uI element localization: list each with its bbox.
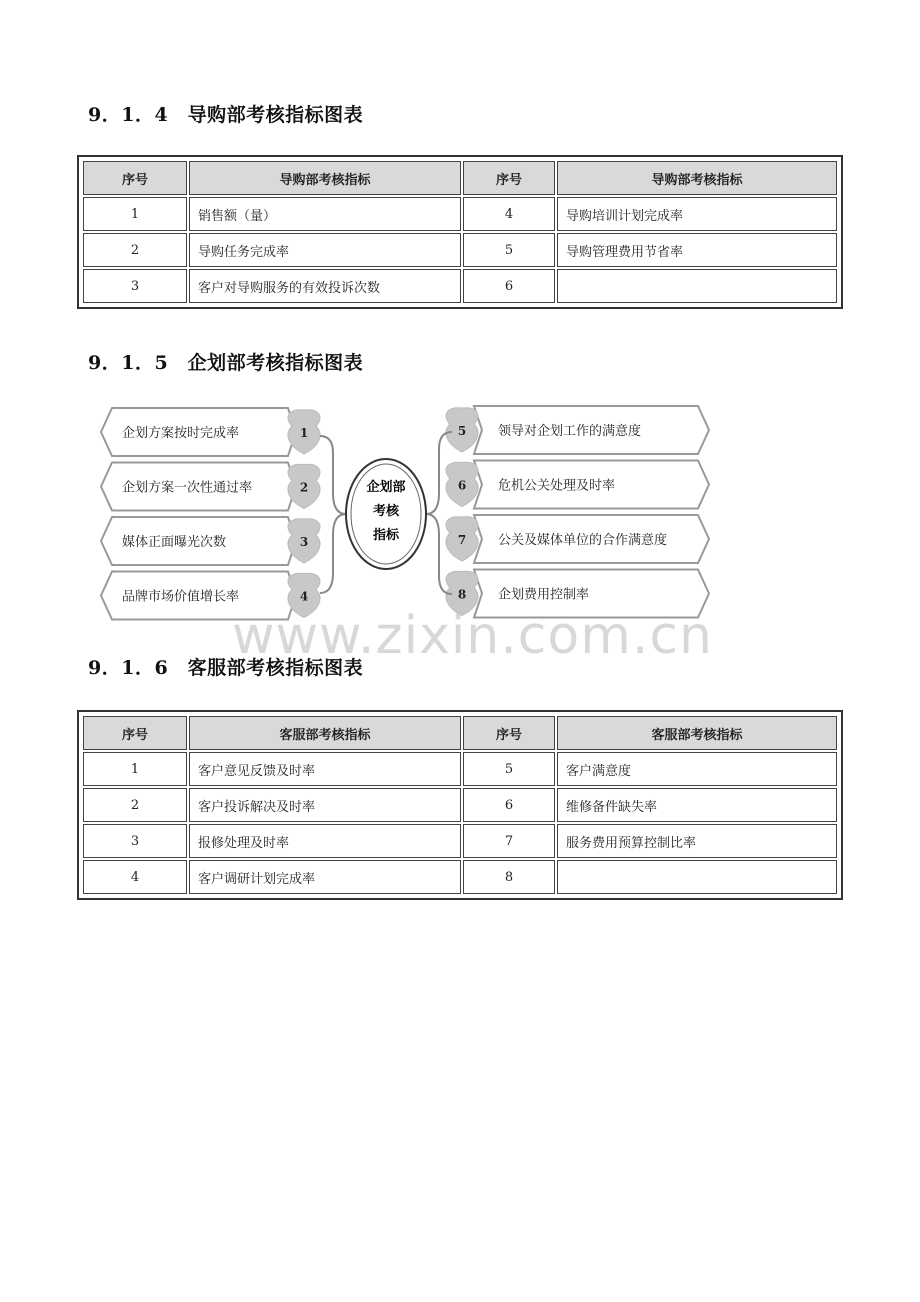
right-kpi-item xyxy=(446,515,709,563)
left-kpi-number: 2 xyxy=(299,480,309,495)
cell-seq: 6 xyxy=(463,269,555,303)
right-kpi-number: 7 xyxy=(457,533,467,547)
table-row xyxy=(83,824,837,858)
left-kpi-number: 1 xyxy=(299,426,309,440)
cell-kpi: 客户调研计划完成率 xyxy=(189,860,461,894)
left-kpi-item xyxy=(101,463,320,511)
table-row xyxy=(83,752,837,786)
cell-seq: 5 xyxy=(463,752,555,786)
header-seq: 序号 xyxy=(83,716,187,750)
cell-seq: 3 xyxy=(83,269,187,303)
cell-seq: 2 xyxy=(83,233,187,267)
table-row xyxy=(83,860,837,894)
cell-seq: 1 xyxy=(83,197,187,231)
cell-kpi: 销售额（量） xyxy=(189,197,461,231)
center-line-1: 企划部 xyxy=(366,480,406,495)
table-row xyxy=(83,233,837,267)
cell-kpi: 服务费用预算控制比率 xyxy=(557,824,837,858)
daogou-kpi-table xyxy=(77,155,843,309)
header-seq: 序号 xyxy=(463,716,555,750)
section-title-kefu: 9．1．6 客服部考核指标图表 xyxy=(88,657,364,679)
header-seq: 序号 xyxy=(463,161,555,195)
cell-kpi: 导购任务完成率 xyxy=(189,233,461,267)
left-brace xyxy=(320,436,346,593)
cell-seq: 7 xyxy=(463,824,555,858)
right-kpi-number: 5 xyxy=(457,424,467,438)
cell-seq: 4 xyxy=(463,197,555,231)
left-kpi-label: 媒体正面曝光次数 xyxy=(122,535,227,550)
cell-kpi: 报修处理及时率 xyxy=(189,824,461,858)
header-kpi: 客服部考核指标 xyxy=(557,716,837,750)
cell-seq: 1 xyxy=(83,752,187,786)
cell-seq: 8 xyxy=(463,860,555,894)
cell-seq: 3 xyxy=(83,824,187,858)
cell-kpi: 客户意见反馈及时率 xyxy=(189,752,461,786)
left-kpi-item xyxy=(101,517,320,565)
center-line-2: 考核 xyxy=(372,504,400,519)
right-kpi-number: 8 xyxy=(457,587,467,602)
right-kpi-label: 危机公关处理及时率 xyxy=(498,478,616,494)
left-kpi-number: 4 xyxy=(299,589,309,604)
table-row xyxy=(83,788,837,822)
right-kpi-item xyxy=(446,406,709,454)
cell-kpi: 维修备件缺失率 xyxy=(557,788,837,822)
right-kpi-label: 企划费用控制率 xyxy=(498,587,590,603)
table-row xyxy=(83,197,837,231)
header-seq: 序号 xyxy=(83,161,187,195)
left-kpi-label: 品牌市场价值增长率 xyxy=(122,589,240,605)
cell-seq: 4 xyxy=(83,860,187,894)
cell-kpi: 导购培训计划完成率 xyxy=(557,197,837,231)
left-kpi-item xyxy=(101,408,320,456)
center-oval xyxy=(346,459,426,569)
right-kpi-label: 公关及媒体单位的合作满意度 xyxy=(498,533,668,548)
cell-seq: 2 xyxy=(83,788,187,822)
cell-kpi xyxy=(557,860,837,894)
cell-seq: 6 xyxy=(463,788,555,822)
table-header-row xyxy=(83,161,837,195)
header-kpi: 导购部考核指标 xyxy=(189,161,461,195)
cell-kpi xyxy=(557,269,837,303)
center-line-3: 指标 xyxy=(372,528,400,543)
section-title-qihua: 9．1．5 企划部考核指标图表 xyxy=(88,352,364,374)
left-kpi-label: 企划方案一次性通过率 xyxy=(122,480,253,496)
right-kpi-item xyxy=(446,461,709,509)
right-kpi-number: 6 xyxy=(457,478,467,493)
header-kpi: 导购部考核指标 xyxy=(557,161,837,195)
cell-kpi: 客户对导购服务的有效投诉次数 xyxy=(189,269,461,303)
watermark: www.zixin.com.cn xyxy=(232,606,713,666)
left-kpi-label: 企划方案按时完成率 xyxy=(122,426,240,441)
header-kpi: 客服部考核指标 xyxy=(189,716,461,750)
table-header-row xyxy=(83,716,837,750)
right-kpi-label: 领导对企划工作的满意度 xyxy=(498,424,642,439)
cell-kpi: 导购管理费用节省率 xyxy=(557,233,837,267)
kefu-kpi-table xyxy=(77,710,843,900)
right-brace xyxy=(426,432,452,594)
cell-seq: 5 xyxy=(463,233,555,267)
section-title-daogou: 9．1．4 导购部考核指标图表 xyxy=(88,104,364,126)
left-kpi-number: 3 xyxy=(299,535,309,549)
table-row xyxy=(83,269,837,303)
cell-kpi: 客户投诉解决及时率 xyxy=(189,788,461,822)
cell-kpi: 客户满意度 xyxy=(557,752,837,786)
qihua-kpi-diagram xyxy=(0,398,920,638)
